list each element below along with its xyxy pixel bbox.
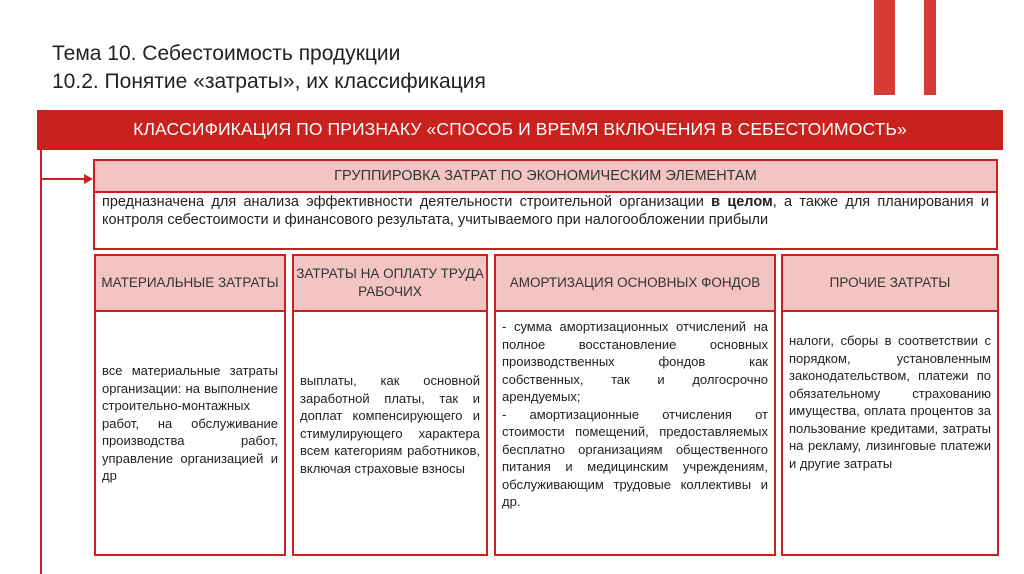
- category-heading-depreciation: АМОРТИЗАЦИЯ ОСНОВНЫХ ФОНДОВ: [494, 254, 776, 312]
- desc-text: , а также для планирования и контроля себестоимости и финансового результата, учитываемого при налогообложении прибыли: [102, 194, 989, 228]
- title-line-1: Тема 10. Себестоимость продукции: [52, 42, 401, 65]
- desc-bold-text: в целом: [711, 194, 773, 210]
- connector-line: [42, 178, 84, 180]
- category-body-labor: выплаты, как основной заработной платы, так и доплат компенсирующего и стимулирующего характера всем категориям работников, включая страховые взносы: [292, 312, 488, 556]
- connector-line: [40, 150, 42, 574]
- decorative-bar: [874, 0, 895, 95]
- group-heading: ГРУППИРОВКА ЗАТРАТ ПО ЭКОНОМИЧЕСКИМ ЭЛЕМЕНТАМ: [93, 159, 998, 193]
- divider: [37, 148, 1003, 150]
- title-line-2: 10.2. Понятие «затраты», их классификация: [52, 70, 486, 93]
- desc-text: предназначена для анализа эффективности деятельности строительной организации: [102, 194, 712, 210]
- category-heading-material: МАТЕРИАЛЬНЫЕ ЗАТРАТЫ: [94, 254, 286, 312]
- slide-title: [52, 40, 486, 96]
- category-body-other: налоги, сборы в соответствии с порядком, установленным законодательством, платежи по обязательному страхованию имущества, оплата процентов за пользование кредитами, затраты на рекламу, лизинговые платежи и другие затраты: [781, 312, 999, 556]
- decorative-bar: [924, 0, 936, 95]
- category-body-material: все материальные затраты организации: на выполнение строительно-монтажных работ, на обслуживание производства работ, управление организацией и др: [94, 312, 286, 556]
- category-heading-labor: ЗАТРАТЫ НА ОПЛАТУ ТРУДА РАБОЧИХ: [292, 254, 488, 312]
- classification-banner: КЛАССИФИКАЦИЯ ПО ПРИЗНАКУ «СПОСОБ И ВРЕМЯ ВКЛЮЧЕНИЯ В СЕБЕСТОИМОСТЬ»: [37, 110, 1003, 148]
- category-body-depreciation: - сумма амортизационных отчислений на полное восстановление основных производственных фондов как собственных, так и долгосрочно арендуемых; - амортизационные отчисления от стоимости помещений, предоставляемых бесплатно организациям общественного питания и медицинским учреждениям, обслуживающим трудовые коллективы и др.: [494, 312, 776, 556]
- arrow-right-icon: [84, 174, 93, 184]
- category-heading-other: ПРОЧИЕ ЗАТРАТЫ: [781, 254, 999, 312]
- group-description: [93, 193, 998, 250]
